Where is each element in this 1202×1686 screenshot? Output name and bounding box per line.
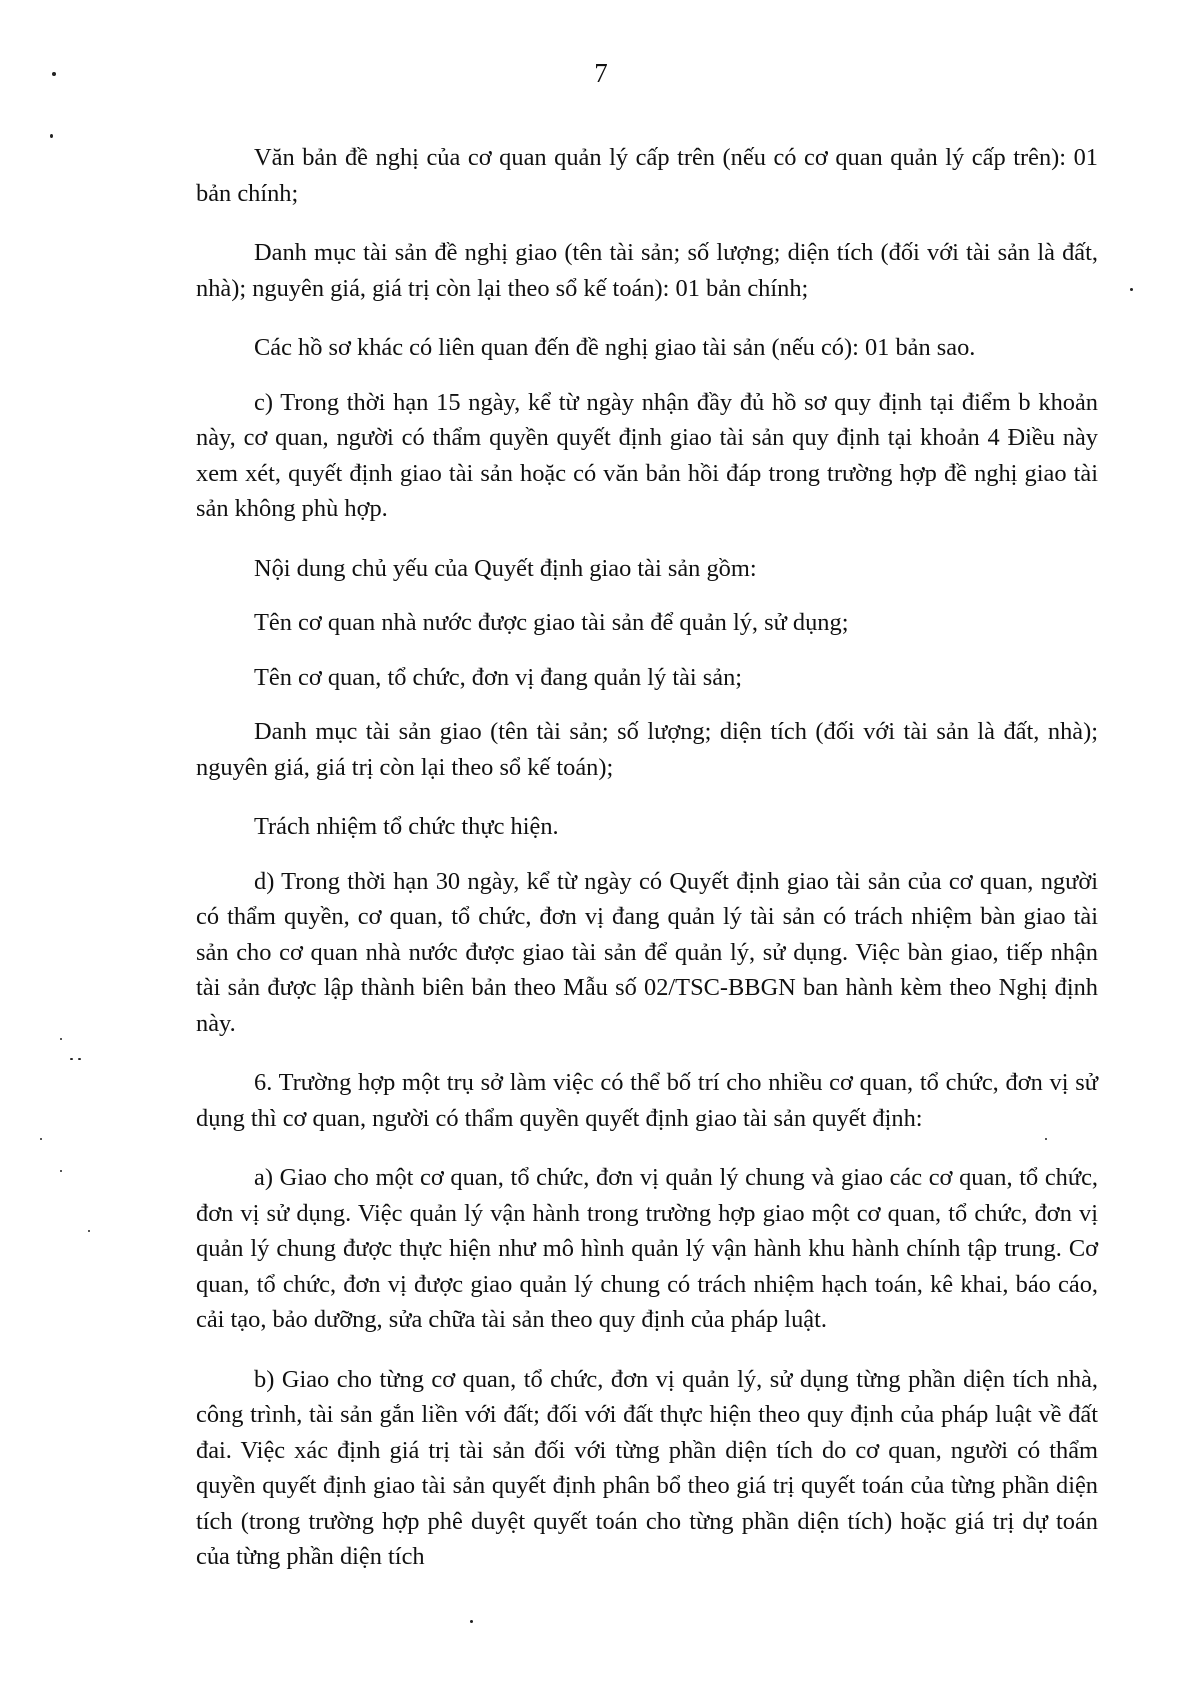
scan-speck — [88, 1230, 90, 1232]
scan-speck — [60, 1038, 62, 1040]
paragraph: b) Giao cho từng cơ quan, tổ chức, đơn vị quản lý, sử dụng từng phần diện tích nhà, công trình, tài sản gắn liền với đất; đối với đất thực hiện theo quy định của pháp luật về đất đai. Việc xác định giá trị tài sản đối với từng phần diện tích do cơ quan, người có thẩm quyền quyết định giao tài sản quyết định phân bổ theo giá trị quyết toán của từng phần diện tích (trong trường hợp phê duyệt quyết toán cho từng phần diện tích) hoặc giá trị dự toán của từng phần diện tích — [196, 1365, 1098, 1570]
paragraph: Tên cơ quan, tổ chức, đơn vị đang quản lý tài sản; — [254, 663, 743, 691]
paragraph: Tên cơ quan nhà nước được giao tài sản để quản lý, sử dụng; — [254, 609, 849, 636]
paragraph: Văn bản đề nghị của cơ quan quản lý cấp trên (nếu có cơ quan quản lý cấp trên): 01 bản chính; — [196, 144, 1098, 207]
scan-speck — [70, 1058, 73, 1060]
paragraph: Nội dung chủ yếu của Quyết định giao tài sản gồm: — [254, 554, 757, 582]
scan-speck — [50, 134, 53, 138]
paragraph: 6. Trường hợp một trụ sở làm việc có thể bố trí cho nhiều cơ quan, tổ chức, đơn vị sử dụng thì cơ quan, người có thẩm quyền quyết định giao tài sản quyết định: — [196, 1069, 1098, 1132]
paragraph: d) Trong thời hạn 30 ngày, kể từ ngày có Quyết định giao tài sản của cơ quan, người có thẩm quyền, cơ quan, tổ chức, đơn vị đang quản lý tài sản có trách nhiệm bàn giao tài sản cho cơ quan nhà nước được giao tài sản để quản lý, sử dụng. Việc bàn giao, tiếp nhận tài sản được lập thành biên bản theo Mẫu số 02/TSC-BBGN ban hành kèm theo Nghị định này. — [196, 867, 1098, 1037]
paragraph: a) Giao cho một cơ quan, tổ chức, đơn vị quản lý chung và giao các cơ quan, tổ chức, đơn vị sử dụng. Việc quản lý vận hành trong trường hợp giao một cơ quan, tổ chức, đơn vị quản lý chung được thực hiện như mô hình quản lý vận hành khu hành chính tập trung. Cơ quan, tổ chức, đơn vị được giao quản lý chung có trách nhiệm hạch toán, kê khai, báo cáo, cải tạo, bảo dưỡng, sửa chữa tài sản theo quy định của pháp luật. — [196, 1164, 1098, 1333]
paragraph: Danh mục tài sản đề nghị giao (tên tài sản; số lượng; diện tích (đối với tài sản là đất, nhà); nguyên giá, giá trị còn lại theo sổ kế toán): 01 bản chính; — [196, 239, 1098, 302]
scan-speck — [470, 1620, 473, 1623]
scan-speck — [52, 72, 56, 76]
paragraph: Các hồ sơ khác có liên quan đến đề nghị giao tài sản (nếu có): 01 bản sao. — [254, 334, 976, 361]
scan-speck — [1045, 1138, 1047, 1140]
scan-speck — [40, 1138, 42, 1140]
paragraph: Danh mục tài sản giao (tên tài sản; số lượng; diện tích (đối với tài sản là đất, nhà); nguyên giá, giá trị còn lại theo sổ kế toán); — [196, 718, 1098, 781]
paragraph: Trách nhiệm tổ chức thực hiện. — [254, 813, 559, 840]
document-body — [196, 140, 1098, 1599]
scan-speck — [1130, 288, 1133, 291]
scan-speck — [60, 1170, 62, 1172]
paragraph: c) Trong thời hạn 15 ngày, kể từ ngày nhận đầy đủ hồ sơ quy định tại điểm b khoản này, cơ quan, người có thẩm quyền quyết định giao tài sản quy định tại khoản 4 Điều này xem xét, quyết định giao tài sản hoặc có văn bản hồi đáp trong trường hợp đề nghị giao tài sản không phù hợp. — [196, 388, 1098, 522]
scan-speck — [78, 1058, 81, 1060]
page-number: 7 — [594, 58, 608, 88]
